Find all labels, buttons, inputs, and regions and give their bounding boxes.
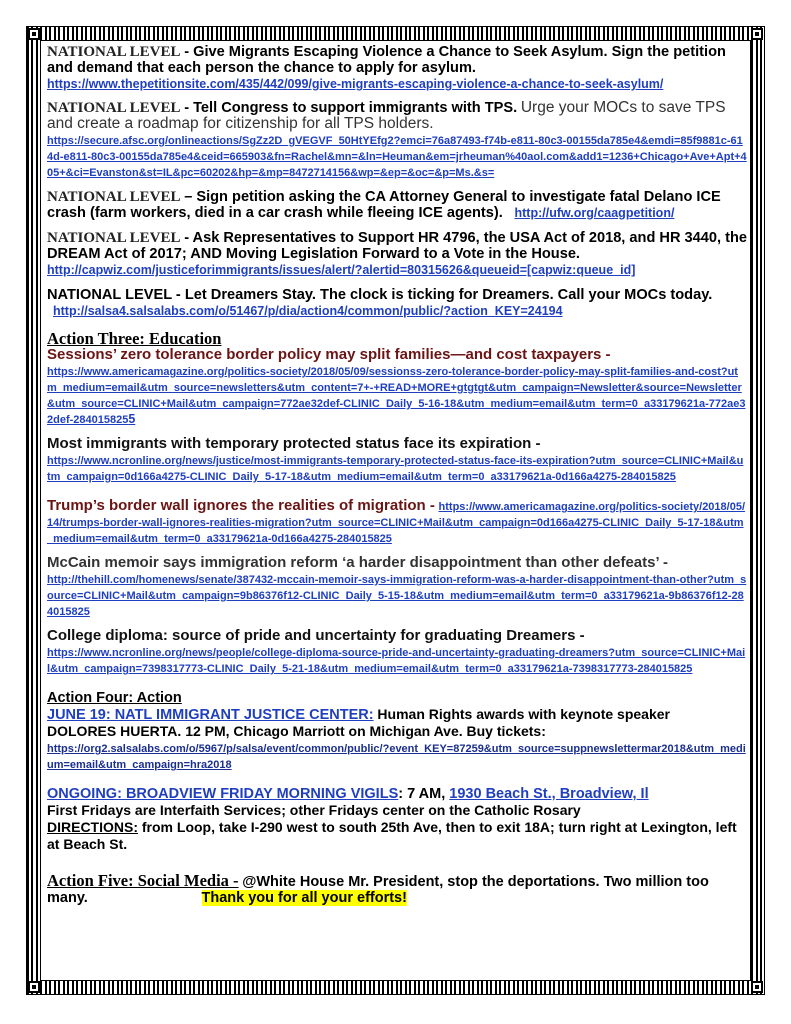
section-heading: Action Three: Education [47, 329, 222, 348]
level-label: NATIONAL LEVEL [47, 44, 181, 60]
article-title: College diploma: source of pride and uncertainty for graduating Dreamers - [47, 627, 585, 644]
level-label: NATIONAL LEVEL [47, 100, 181, 116]
item-title: - Ask Representatives to Support HR 4796, the USA Act of 2018, and HR 3440, the DREAM Act of 2017; AND Moving Legislation Forward to a Vote in the House. [47, 230, 748, 262]
petition-item-asylum [47, 44, 747, 92]
petition-link[interactable]: http://ufw.org/caagpetition/ [514, 206, 675, 220]
level-label: NATIONAL LEVEL [47, 287, 172, 303]
section-education [47, 331, 747, 676]
article-link[interactable]: https://www.americamagazine.org/politics-society/2018/05/09/sessionss-zero-tolerance-border-policy-may-split-families-and-cost?utm_medium=email&utm_source=newsletters&utm_content=7+-+READ+MORE+gtgtgt&utm_campaign=Newsletter&source=Newsletter&utm_source=CLINIC+Mail&utm_campaign=772ae32def-CLINIC_Daily_5-16-18&utm_medium=email&utm_term=0_a33179621a-772ae32def-284015825 [47, 366, 746, 426]
border-corner-icon [28, 28, 40, 40]
event-item-vigils [47, 786, 747, 853]
petition-link[interactable]: http://salsa4.salsalabs.com/o/51467/p/dia/action4/common/public/?action_KEY=24194 [53, 304, 563, 318]
article-link[interactable]: http://thehill.com/homenews/senate/387432-mccain-memoir-says-immigration-reform-was-a-harder-disappointment-than-other?utm_source=CLINIC+Mail&utm_campaign=9b86376f12-CLINIC_Daily_5-15-18&utm_medium=email&utm_term=0_a33179621a-9b86376f12-284015825 [47, 574, 747, 618]
event-title: JUNE 19: NATL IMMIGRANT JUSTICE CENTER: [47, 707, 374, 723]
event-item-nijc [47, 706, 747, 772]
article-title: Sessions’ zero tolerance border policy may split families—and cost taxpayers - [47, 346, 611, 363]
article-title: McCain memoir says immigration reform ‘a harder disappointment than other defeats’ - [47, 554, 668, 571]
border-corner-icon [28, 981, 40, 993]
social-message: @White House Mr. President, stop the deportations. Two million too many. [47, 874, 709, 906]
item-title: - Tell Congress to support immigrants with TPS. [184, 100, 518, 116]
section-action [47, 690, 747, 853]
event-description: Human Rights awards with keynote speaker [373, 706, 670, 722]
item-title: - Give Migrants Escaping Violence a Chance to Seek Asylum. Sign the petition and demand that each person the chance to apply for asylum. [47, 44, 726, 76]
article-link-suffix: 5 [128, 412, 136, 426]
article-title: Trump’s border wall ignores the realities of migration - [47, 497, 435, 514]
event-details: DOLORES HUERTA. 12 PM, Chicago Marriott on Michigan Ave. Buy tickets: [47, 723, 546, 739]
section-heading: Action Four: Action [47, 690, 182, 706]
border-corner-icon [751, 981, 763, 993]
event-note: First Fridays are Interfaith Services; other Fridays center on the Catholic Rosary [47, 802, 581, 818]
event-title: ONGOING: BROADVIEW FRIDAY MORNING VIGILS [47, 786, 399, 802]
article-item [47, 498, 747, 546]
petition-item-delano [47, 189, 747, 221]
petition-item-hr4796 [47, 230, 747, 278]
thanks-highlight: Thank you for all your efforts! [201, 890, 407, 906]
document-body [47, 44, 747, 906]
level-label: NATIONAL LEVEL [47, 230, 181, 246]
petition-link[interactable]: https://secure.afsc.org/onlineactions/SgZz2D_gVEGVF_50HtYEfg2?emci=76a87493-f74b-e811-80c3-00155da785e4&emdi=85f9881c-614d-e811-80c3-00155da785e4&ceid=665903&fn=Rachel&mn=&ln=Heuman&em=jrheuman%40aol.com&add1=1236+Chicago+Ave+Apt+405+&ci=Evanston&st=IL&pc=60202&hp=&mp=8472714156&wp=&ep=&oc=&p=Ms.&s= [47, 135, 747, 179]
directions-label: DIRECTIONS: [47, 819, 138, 835]
article-item [47, 347, 747, 427]
directions-text: from Loop, take I-290 west to south 25th Ave, then to exit 18A; turn right at Lexington, left at Beach St. [47, 819, 737, 852]
petition-item-dreamers [47, 287, 747, 319]
event-time: : 7 AM, [398, 786, 450, 802]
border-corner-icon [751, 28, 763, 40]
petition-item-tps [47, 100, 747, 180]
item-title: – Sign petition asking the CA Attorney General to investigate fatal Delano ICE crash (farm workers, died in a car crash while fleeing ICE agents). [47, 189, 721, 221]
article-item [47, 436, 747, 484]
tickets-link[interactable]: https://org2.salsalabs.com/o/5967/p/salsa/event/common/public/?event_KEY=87259&utm_source=suppnewslettermar2018&utm_medium=email&utm_campaign=hra2018 [47, 743, 746, 771]
item-subtitle: Urge your MOCs to save TPS and create a roadmap for citizenship for all TPS holders. [47, 99, 726, 132]
petition-link[interactable]: https://www.thepetitionsite.com/435/442/099/give-migrants-escaping-violence-a-chance-to-seek-asylum/ [47, 77, 664, 91]
article-link[interactable]: https://www.ncronline.org/news/justice/most-immigrants-temporary-protected-status-face-its-expiration?utm_source=CLINIC+Mail&utm_campaign=0d166a4275-CLINIC_Daily_5-17-18&utm_medium=email&utm_term=0_a33179621a-0d166a4275-284015825 [47, 455, 744, 483]
article-item [47, 555, 747, 619]
article-title: Most immigrants with temporary protected status face its expiration - [47, 435, 541, 452]
item-title: - Let Dreamers Stay. The clock is ticking for Dreamers. Call your MOCs today. [171, 287, 713, 303]
article-item [47, 628, 747, 676]
section-social-media [47, 873, 747, 906]
level-label: NATIONAL LEVEL [47, 189, 181, 205]
article-link[interactable]: https://www.ncronline.org/news/people/college-diploma-source-pride-and-uncertainty-graduating-dreamers?utm_source=CLINIC+Mail&utm_campaign=7398317773-CLINIC_Daily_5-21-18&utm_medium=email&utm_term=0_a33179621a-7398317773-284015825 [47, 647, 746, 675]
article-link[interactable]: https://www.americamagazine.org/politics-society/2018/05/14/trumps-border-wall-ignores-realities-migration?utm_source=CLINIC+Mail&utm_campaign=0d166a4275-CLINIC_Daily_5-17-18&utm_medium=email&utm_term=0_a33179621a-0d166a4275-284015825 [47, 501, 746, 545]
petition-link[interactable]: http://capwiz.com/justiceforimmigrants/issues/alert/?alertid=80315626&queueid=[capwiz:queue_id] [47, 263, 636, 277]
section-heading: Action Five: Social Media - [47, 871, 239, 890]
address-link[interactable]: 1930 Beach St., Broadview, Il [449, 786, 649, 802]
